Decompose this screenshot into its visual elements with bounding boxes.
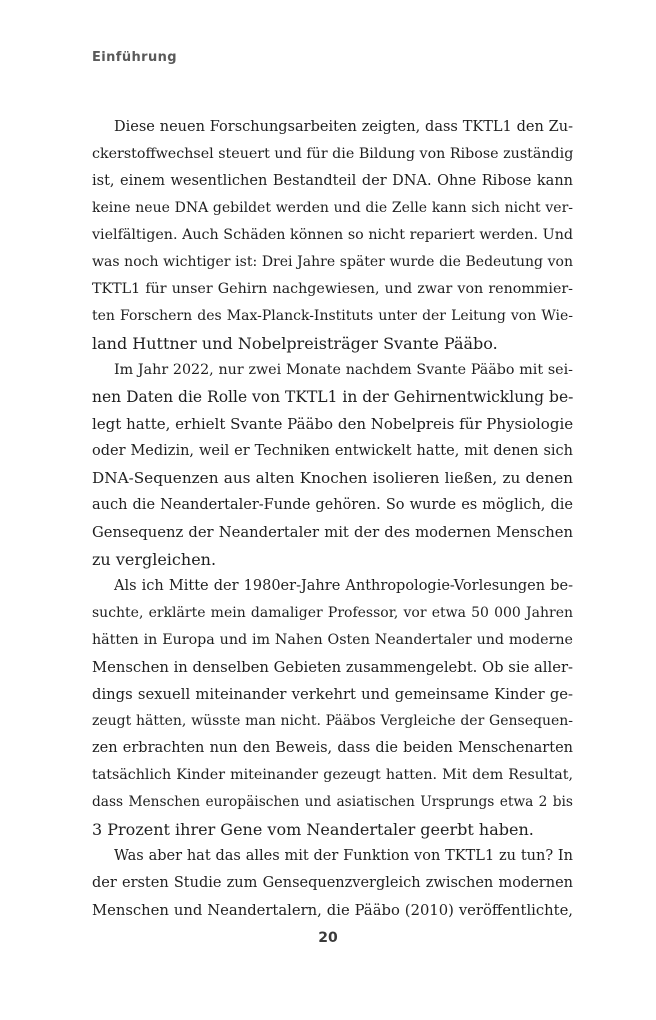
page-number: 20: [318, 930, 338, 946]
text-line: nen Daten die Rolle von TKTL1 in der Gehirnentwicklung be-: [92, 388, 574, 406]
text-line: dings sexuell miteinander verkehrt und gemeinsame Kinder ge-: [92, 686, 573, 703]
text-line: Menschen in denselben Gebieten zusammengelebt. Ob sie aller-: [92, 659, 573, 676]
text-line: hätten in Europa und im Nahen Osten Neandertaler und moderne: [92, 632, 573, 648]
text-line: ckerstoffwechsel steuert und für die Bildung von Ribose zuständig: [92, 146, 574, 162]
paragraph: [92, 843, 573, 924]
text-line: ist, einem wesentlichen Bestandteil der DNA. Ohne Ribose kann: [92, 173, 573, 189]
text-line: was noch wichtiger ist: Drei Jahre später wurde die Bedeutung von: [92, 254, 573, 270]
text-line: oder Medizin, weil er Techniken entwickelt hatte, mit denen sich: [92, 443, 573, 459]
text-line: suchte, erklärte mein damaliger Professor, vor etwa 50 000 Jahren: [92, 605, 573, 621]
text-line: zu vergleichen.: [92, 550, 217, 569]
text-line: zen erbrachten nun den Beweis, dass die beiden Menschenarten: [92, 740, 573, 756]
text-line: vielfältigen. Auch Schäden können so nicht repariert werden. Und: [92, 227, 573, 243]
text-line: 3 Prozent ihrer Gene vom Neandertaler geerbt haben.: [92, 820, 534, 839]
text-line: DNA-Sequenzen aus alten Knochen isolieren ließen, zu denen: [92, 469, 573, 487]
text-line: Im Jahr 2022, nur zwei Monate nachdem Svante Pääbo mit sei-: [114, 362, 573, 378]
text-line: Gensequenz der Neandertaler mit der des modernen Menschen: [92, 524, 573, 541]
text-line: Als ich Mitte der 1980er-Jahre Anthropologie-Vorlesungen be-: [114, 578, 573, 594]
text-line: auch die Neandertaler-Funde gehören. So wurde es möglich, die: [92, 497, 573, 513]
paragraph: [92, 573, 573, 843]
text-line: Menschen und Neandertalern, die Pääbo (2010) veröffentlichte,: [92, 902, 573, 919]
text-line: der ersten Studie zum Gensequenzvergleich zwischen modernen: [92, 875, 573, 891]
paragraph: [92, 114, 573, 357]
body-text: [92, 114, 573, 924]
text-line: TKTL1 für unser Gehirn nachgewiesen, und zwar von renommier-: [92, 281, 573, 297]
text-line: keine neue DNA gebildet werden und die Zelle kann sich nicht ver-: [92, 200, 573, 216]
text-line: ten Forschern des Max-Planck-Instituts unter der Leitung von Wie-: [92, 308, 573, 324]
text-line: tatsächlich Kinder miteinander gezeugt hatten. Mit dem Resultat,: [92, 767, 573, 783]
text-line: land Huttner und Nobelpreisträger Svante Pääbo.: [92, 334, 498, 353]
text-line: Diese neuen Forschungsarbeiten zeigten, dass TKTL1 den Zu-: [114, 119, 573, 135]
text-line: legt hatte, erhielt Svante Pääbo den Nobelpreis für Physiologie: [92, 415, 574, 433]
running-head: Einführung: [92, 50, 177, 65]
text-line: Was aber hat das alles mit der Funktion von TKTL1 zu tun? In: [114, 848, 573, 864]
paragraph: [92, 357, 573, 573]
text-line: zeugt hätten, wüsste man nicht. Pääbos Vergleiche der Gensequen-: [92, 713, 573, 729]
text-line: dass Menschen europäischen und asiatischen Ursprungs etwa 2 bis: [92, 794, 573, 810]
